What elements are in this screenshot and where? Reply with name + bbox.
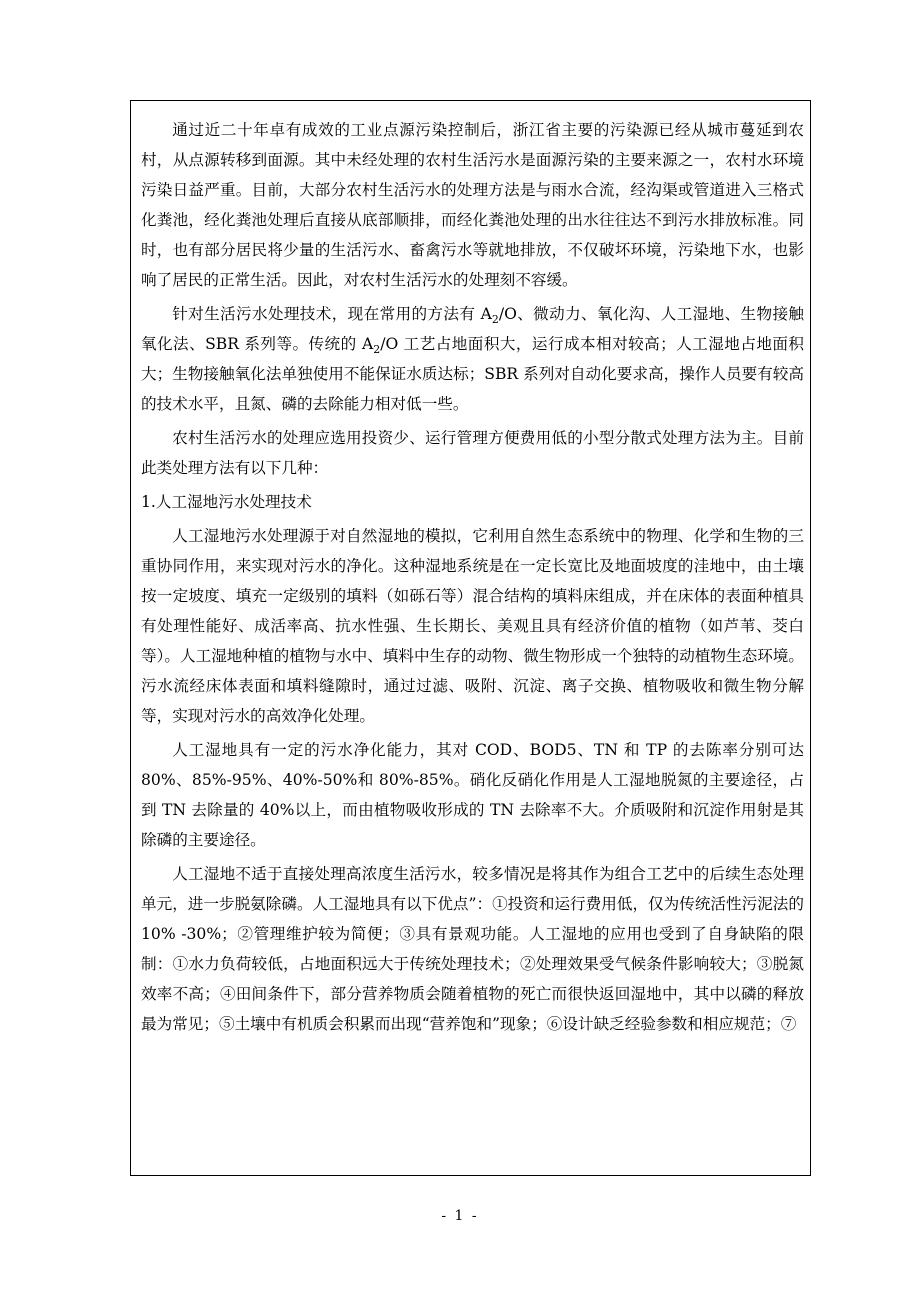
page-number: - 1 - (441, 1208, 479, 1224)
text-segment: 针对生活污水处理技术，现在常用的方法有 A (172, 305, 492, 323)
paragraph (141, 423, 804, 483)
text-segment: 通过近二十年卓有成效的工业点源污染控制后，浙江省主要的污染源已经从城市蔓延到农村，从点源转移到面源。其中未经处理的农村生活污水是面源污染的主要来源之一，农村水环境污染日益严重。目前，大部分农村生活污水的处理方法是与雨水合流，经沟渠或管道进入三格式化粪池，经化粪池处理后直接从底部顺排，而经化粪池处理的出水往往达不到污水排放标准。同时，也有部分居民将少量的生活污水、畜禽污水等就地排放，不仅破坏环境，污染地下水，也影响了居民的正常生活。因此，对农村生活污水的处理刻不容缓。 (141, 121, 804, 289)
paragraph (141, 115, 804, 295)
paragraph (141, 521, 804, 731)
text-segment: 人工湿地污水处理源于对自然湿地的模拟，它利用自然生态系统中的物理、化学和生物的三重协同作用，来实现对污水的净化。这种湿地系统是在一定长宽比及地面坡度的洼地中，由土壤按一定坡度、填充一定级别的填料（如砾石等）混合结构的填料床组成，并在床体的表面种植具有处理性能好、成活率高、抗水性强、生长期长、美观且具有经济价值的植物（如芦苇、茭白等）。人工湿地种植的植物与水中、填料中生存的动物、微生物形成一个独特的动植物生态环境。污水流经床体表面和填料缝隙时，通过过滤、吸附、沉淀、离子交换、植物吸收和微生物分解等，实现对污水的高效净化处理。 (141, 527, 804, 725)
text-segment: 人工湿地不适于直接处理高浓度生活污水，较多情况是将其作为组合工艺中的后续生态处理单元，进一步脱氨除磷。人工湿地具有以下优点”：①投资和运行费用低，仅为传统活性污泥法的 10% -30%；②管理维护较为简便；③具有景观功能。人工湿地的应用也受到了自身缺陷的限制：①水力负荷较低，占地面积远大于传统处理技术；②处理效果受气候条件影响较大；③脱氮效率不高；④田间条件下，部分营养物质会随着植物的死亡而很快返回湿地中，其中以磷的释放最为常见；⑤土壤中有机质会积累而出现“营养饱和”现象；⑥设计缺乏经验参数和相应规范；⑦ (141, 865, 804, 1033)
text-segment: 人工湿地具有一定的污水净化能力，其对 COD、BOD5、TN 和 TP 的去陈率分别可达 80%、85%-95%、40%-50%和 80%-85%。硝化反硝化作用是人工湿地脱氮的主要途径，占到 TN 去除量的 40%以上，而由植物吸收形成的 TN 去除率不大。介质吸附和沉淀作用射是其除磷的主要途径。 (141, 741, 804, 849)
document-body (141, 115, 804, 1043)
subscript: 2 (491, 313, 499, 327)
text-segment: /O 工艺占地面积大，运行成本相对较高；人工湿地占地面积大；生物接触氧化法单独使用不能保证水质达标；SBR 系列对自动化要求高，操作人员要有较高的技术水平，且氮、磷的去除能力相对低一些。 (141, 335, 805, 413)
text-segment: 农村生活污水的处理应选用投资少、运行管理方便费用低的小型分散式处理方法为主。目前此类处理方法有以下几种： (141, 429, 804, 477)
paragraph (141, 299, 804, 419)
subscript: 2 (373, 343, 381, 357)
paragraph (141, 859, 804, 1039)
section-heading (141, 487, 804, 517)
content-frame (130, 100, 811, 1176)
text-segment: 1.人工湿地污水处理技术 (141, 493, 312, 511)
text-segment: /O、微动力、氧化沟、人工湿地、生物接触氧化法、SBR 系列等。传统的 A (141, 305, 804, 353)
paragraph (141, 735, 804, 855)
